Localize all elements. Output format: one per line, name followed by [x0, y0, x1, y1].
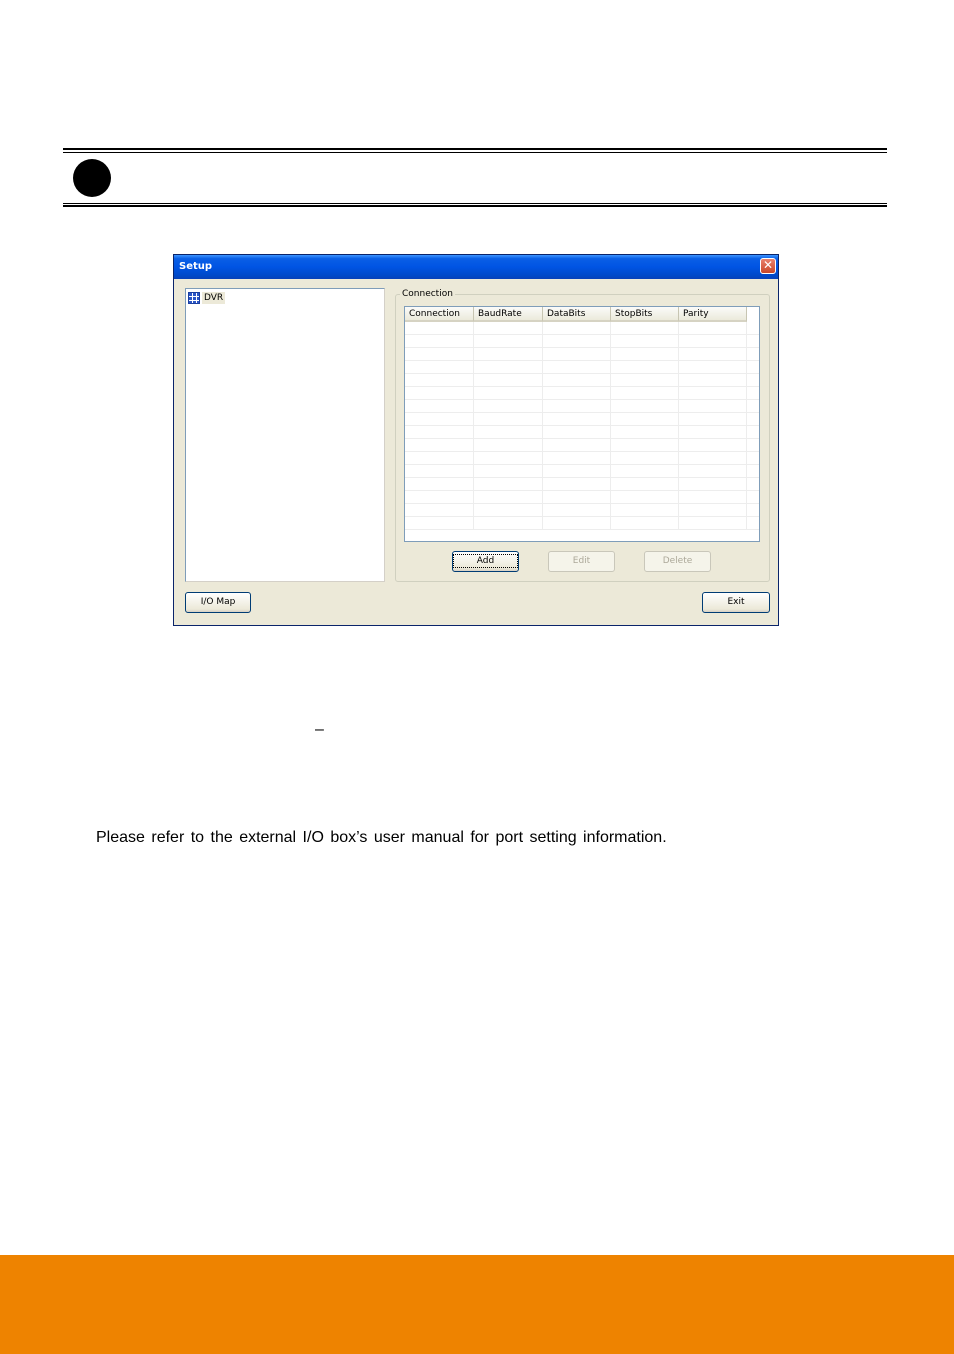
table-cell — [611, 361, 679, 374]
io-map-button[interactable] — [185, 592, 251, 613]
table-row — [405, 452, 759, 465]
delete-button-label: Delete — [662, 556, 693, 566]
table-cell — [474, 517, 543, 530]
table-cell — [474, 361, 543, 374]
bottom-rule-thin — [63, 203, 887, 204]
table-cell — [405, 426, 474, 439]
top-rule-thick — [63, 148, 887, 150]
table-cell — [679, 400, 747, 413]
connection-group-label: Connection — [402, 289, 453, 299]
edit-button-label: Edit — [572, 556, 591, 566]
table-cell — [405, 361, 474, 374]
table-cell — [474, 465, 543, 478]
close-icon: ✕ — [762, 258, 774, 272]
table-row — [405, 491, 759, 504]
column-baudrate[interactable]: BaudRate — [474, 307, 543, 322]
footer-bar — [0, 1255, 954, 1354]
table-cell — [679, 413, 747, 426]
table-cell — [474, 322, 543, 335]
grid-icon — [188, 292, 200, 304]
table-cell — [679, 504, 747, 517]
port-setting-note: Please refer to the external I/O box’s user manual for port setting information. — [96, 829, 667, 846]
table-cell — [611, 452, 679, 465]
table-cell — [611, 400, 679, 413]
table-cell — [679, 465, 747, 478]
exit-button[interactable] — [702, 592, 770, 613]
table-row — [405, 413, 759, 426]
table-cell — [611, 387, 679, 400]
table-cell — [405, 322, 474, 335]
table-cell — [543, 387, 611, 400]
table-cell — [405, 504, 474, 517]
table-row — [405, 335, 759, 348]
setup-dialog — [173, 254, 779, 626]
table-cell — [405, 465, 474, 478]
table-cell — [679, 348, 747, 361]
column-connection[interactable]: Connection — [405, 307, 474, 322]
bottom-rule-thick — [63, 205, 887, 207]
column-parity[interactable]: Parity — [679, 307, 747, 322]
table-cell — [474, 452, 543, 465]
table-cell — [611, 335, 679, 348]
table-cell — [543, 413, 611, 426]
connection-list[interactable] — [404, 306, 760, 542]
tree-item-dvr[interactable] — [188, 292, 225, 304]
table-row — [405, 504, 759, 517]
table-cell — [405, 491, 474, 504]
table-cell — [474, 348, 543, 361]
table-cell — [405, 348, 474, 361]
table-cell — [543, 335, 611, 348]
device-tree[interactable] — [185, 288, 385, 582]
table-cell — [474, 439, 543, 452]
table-cell — [679, 426, 747, 439]
table-row — [405, 361, 759, 374]
add-button-label: Add — [455, 556, 516, 566]
table-cell — [611, 478, 679, 491]
table-row — [405, 348, 759, 361]
table-row — [405, 439, 759, 452]
table-cell — [543, 439, 611, 452]
tree-item-label: DVR — [204, 293, 224, 303]
table-cell — [611, 465, 679, 478]
table-cell — [679, 491, 747, 504]
table-cell — [679, 517, 747, 530]
connection-list-rows — [405, 322, 759, 530]
column-databits[interactable]: DataBits — [543, 307, 611, 322]
table-cell — [679, 322, 747, 335]
table-cell — [474, 426, 543, 439]
table-cell — [543, 517, 611, 530]
table-cell — [679, 452, 747, 465]
table-cell — [543, 361, 611, 374]
table-cell — [474, 400, 543, 413]
top-rule-thin — [63, 152, 887, 153]
table-row — [405, 517, 759, 530]
table-cell — [543, 374, 611, 387]
table-row — [405, 478, 759, 491]
io-map-button-label: I/O Map — [200, 597, 236, 607]
table-row — [405, 400, 759, 413]
table-cell — [611, 504, 679, 517]
table-row — [405, 426, 759, 439]
delete-button[interactable] — [644, 551, 711, 572]
connection-list-header — [405, 307, 747, 322]
dialog-title: Setup — [179, 261, 213, 272]
table-cell — [405, 517, 474, 530]
close-button[interactable] — [760, 258, 776, 274]
table-cell — [543, 465, 611, 478]
table-cell — [474, 491, 543, 504]
table-cell — [611, 439, 679, 452]
table-cell — [405, 387, 474, 400]
table-cell — [543, 348, 611, 361]
dialog-titlebar[interactable] — [174, 255, 778, 279]
table-cell — [679, 335, 747, 348]
table-cell — [405, 452, 474, 465]
table-cell — [611, 348, 679, 361]
table-cell — [679, 374, 747, 387]
table-cell — [474, 478, 543, 491]
table-cell — [405, 413, 474, 426]
table-cell — [405, 335, 474, 348]
table-cell — [405, 374, 474, 387]
table-cell — [611, 491, 679, 504]
column-stopbits[interactable]: StopBits — [611, 307, 679, 322]
exit-button-label: Exit — [727, 597, 745, 607]
table-cell — [543, 322, 611, 335]
dash-glyph: – — [315, 721, 324, 738]
table-row — [405, 465, 759, 478]
table-cell — [474, 387, 543, 400]
table-cell — [474, 413, 543, 426]
note-bullet-icon — [73, 159, 111, 197]
table-cell — [679, 478, 747, 491]
table-cell — [679, 387, 747, 400]
table-cell — [543, 452, 611, 465]
table-cell — [405, 400, 474, 413]
table-cell — [679, 361, 747, 374]
table-cell — [611, 374, 679, 387]
edit-button[interactable] — [548, 551, 615, 572]
table-row — [405, 322, 759, 335]
table-cell — [611, 517, 679, 530]
table-cell — [474, 374, 543, 387]
table-cell — [543, 478, 611, 491]
table-row — [405, 374, 759, 387]
table-cell — [543, 491, 611, 504]
table-cell — [543, 400, 611, 413]
table-cell — [543, 504, 611, 517]
table-cell — [474, 335, 543, 348]
table-cell — [611, 322, 679, 335]
table-cell — [543, 426, 611, 439]
table-row — [405, 387, 759, 400]
add-button[interactable] — [452, 551, 519, 572]
table-cell — [474, 504, 543, 517]
table-cell — [679, 439, 747, 452]
table-cell — [405, 478, 474, 491]
table-cell — [611, 426, 679, 439]
table-cell — [611, 413, 679, 426]
table-cell — [405, 439, 474, 452]
